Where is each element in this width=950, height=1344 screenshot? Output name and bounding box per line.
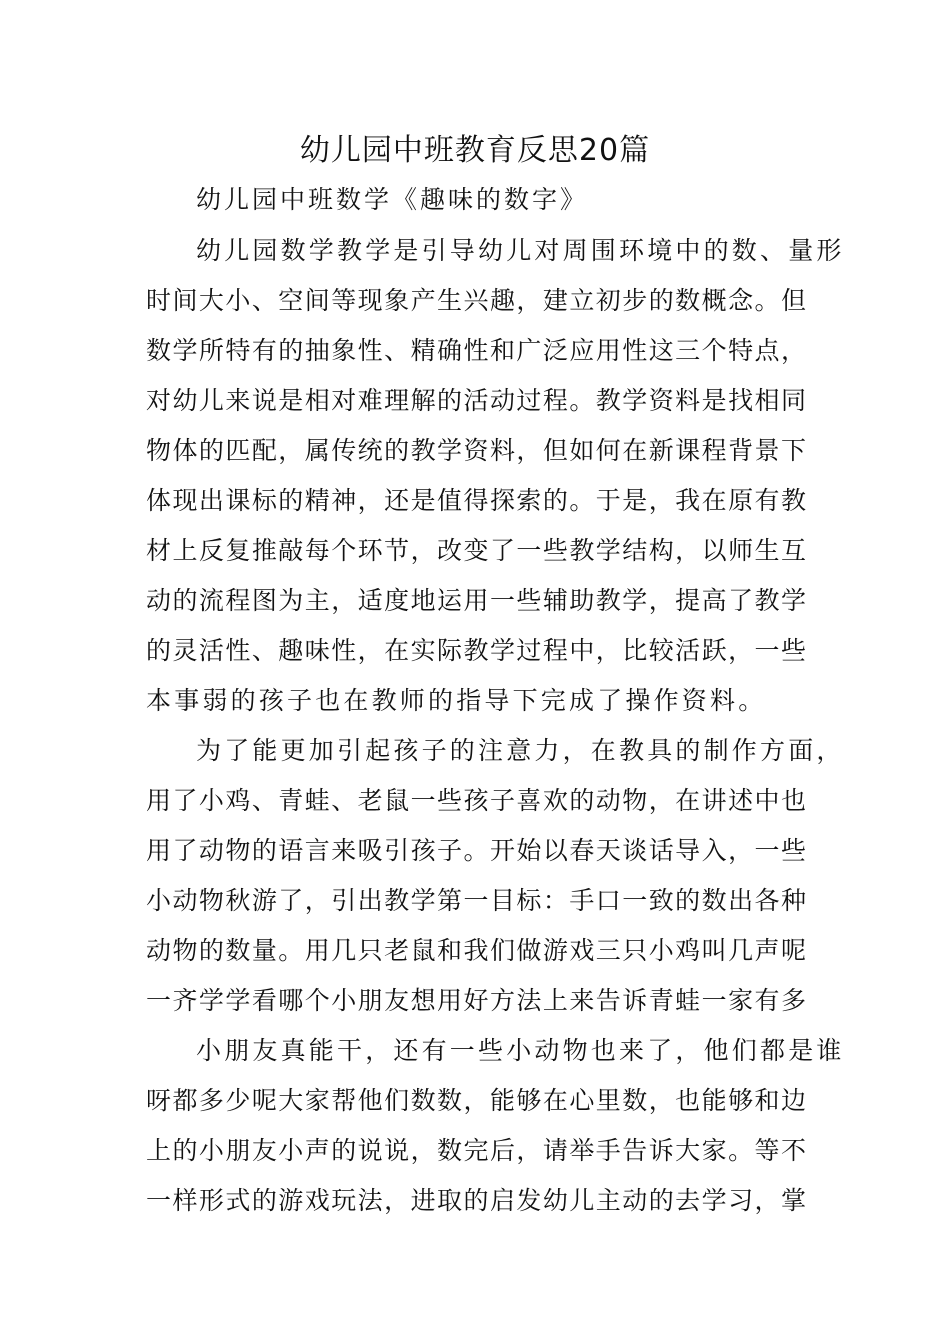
paragraph-1-line-3: 数学所特有的抽象性、精确性和广泛应用性这三个特点， — [146, 336, 806, 365]
paragraph-2-line-1: 为了能更加引起孩子的注意力，在教具的制作方面， — [196, 736, 845, 765]
paragraph-3-line-3: 上的小朋友小声的说说，数完后，请举手告诉大家。等不 — [146, 1136, 806, 1165]
paragraph-1-line-2: 时间大小、空间等现象产生兴趣，建立初步的数概念。但 — [146, 286, 806, 315]
paragraph-1-line-10: 本事弱的孩子也在教师的指导下完成了操作资料。 — [146, 686, 767, 715]
paragraph-1-line-7: 材上反复推敲每个环节，改变了一些教学结构，以师生互 — [146, 536, 806, 565]
paragraph-3-line-4: 一样形式的游戏玩法，进取的启发幼儿主动的去学习，掌 — [146, 1186, 806, 1215]
paragraph-2-line-5: 动物的数量。用几只老鼠和我们做游戏三只小鸡叫几声呢 — [146, 936, 806, 965]
paragraph-1-line-4: 对幼儿来说是相对难理解的活动过程。教学资料是找相同 — [146, 386, 806, 415]
section-subtitle: 幼儿园中班数学《趣味的数字》 — [196, 185, 589, 214]
paragraph-2-line-6: 一齐学学看哪个小朋友想用好方法上来告诉青蛙一家有多 — [146, 986, 806, 1015]
paragraph-1-line-8: 动的流程图为主，适度地运用一些辅助教学，提高了教学 — [146, 586, 806, 615]
document-title: 幼儿园中班教育反思20篇 — [299, 133, 651, 168]
paragraph-2-line-4: 小动物秋游了，引出教学第一目标：手口一致的数出各种 — [146, 886, 806, 915]
paragraph-1-line-9: 的灵活性、趣味性，在实际教学过程中，比较活跃，一些 — [146, 636, 806, 665]
paragraph-1-line-1: 幼儿园数学教学是引导幼儿对周围环境中的数、量形 — [196, 236, 845, 265]
paragraph-3-line-2: 呀都多少呢大家帮他们数数，能够在心里数，也能够和边 — [146, 1086, 806, 1115]
paragraph-2-line-2: 用了小鸡、青蛙、老鼠一些孩子喜欢的动物，在讲述中也 — [146, 786, 806, 815]
paragraph-3-line-1: 小朋友真能干，还有一些小动物也来了，他们都是谁 — [196, 1036, 845, 1065]
paragraph-1-line-5: 物体的匹配，属传统的教学资料，但如何在新课程背景下 — [146, 436, 806, 465]
paragraph-2-line-3: 用了动物的语言来吸引孩子。开始以春天谈话导入，一些 — [146, 836, 806, 865]
paragraph-1-line-6: 体现出课标的精神，还是值得探索的。于是，我在原有教 — [146, 486, 806, 515]
